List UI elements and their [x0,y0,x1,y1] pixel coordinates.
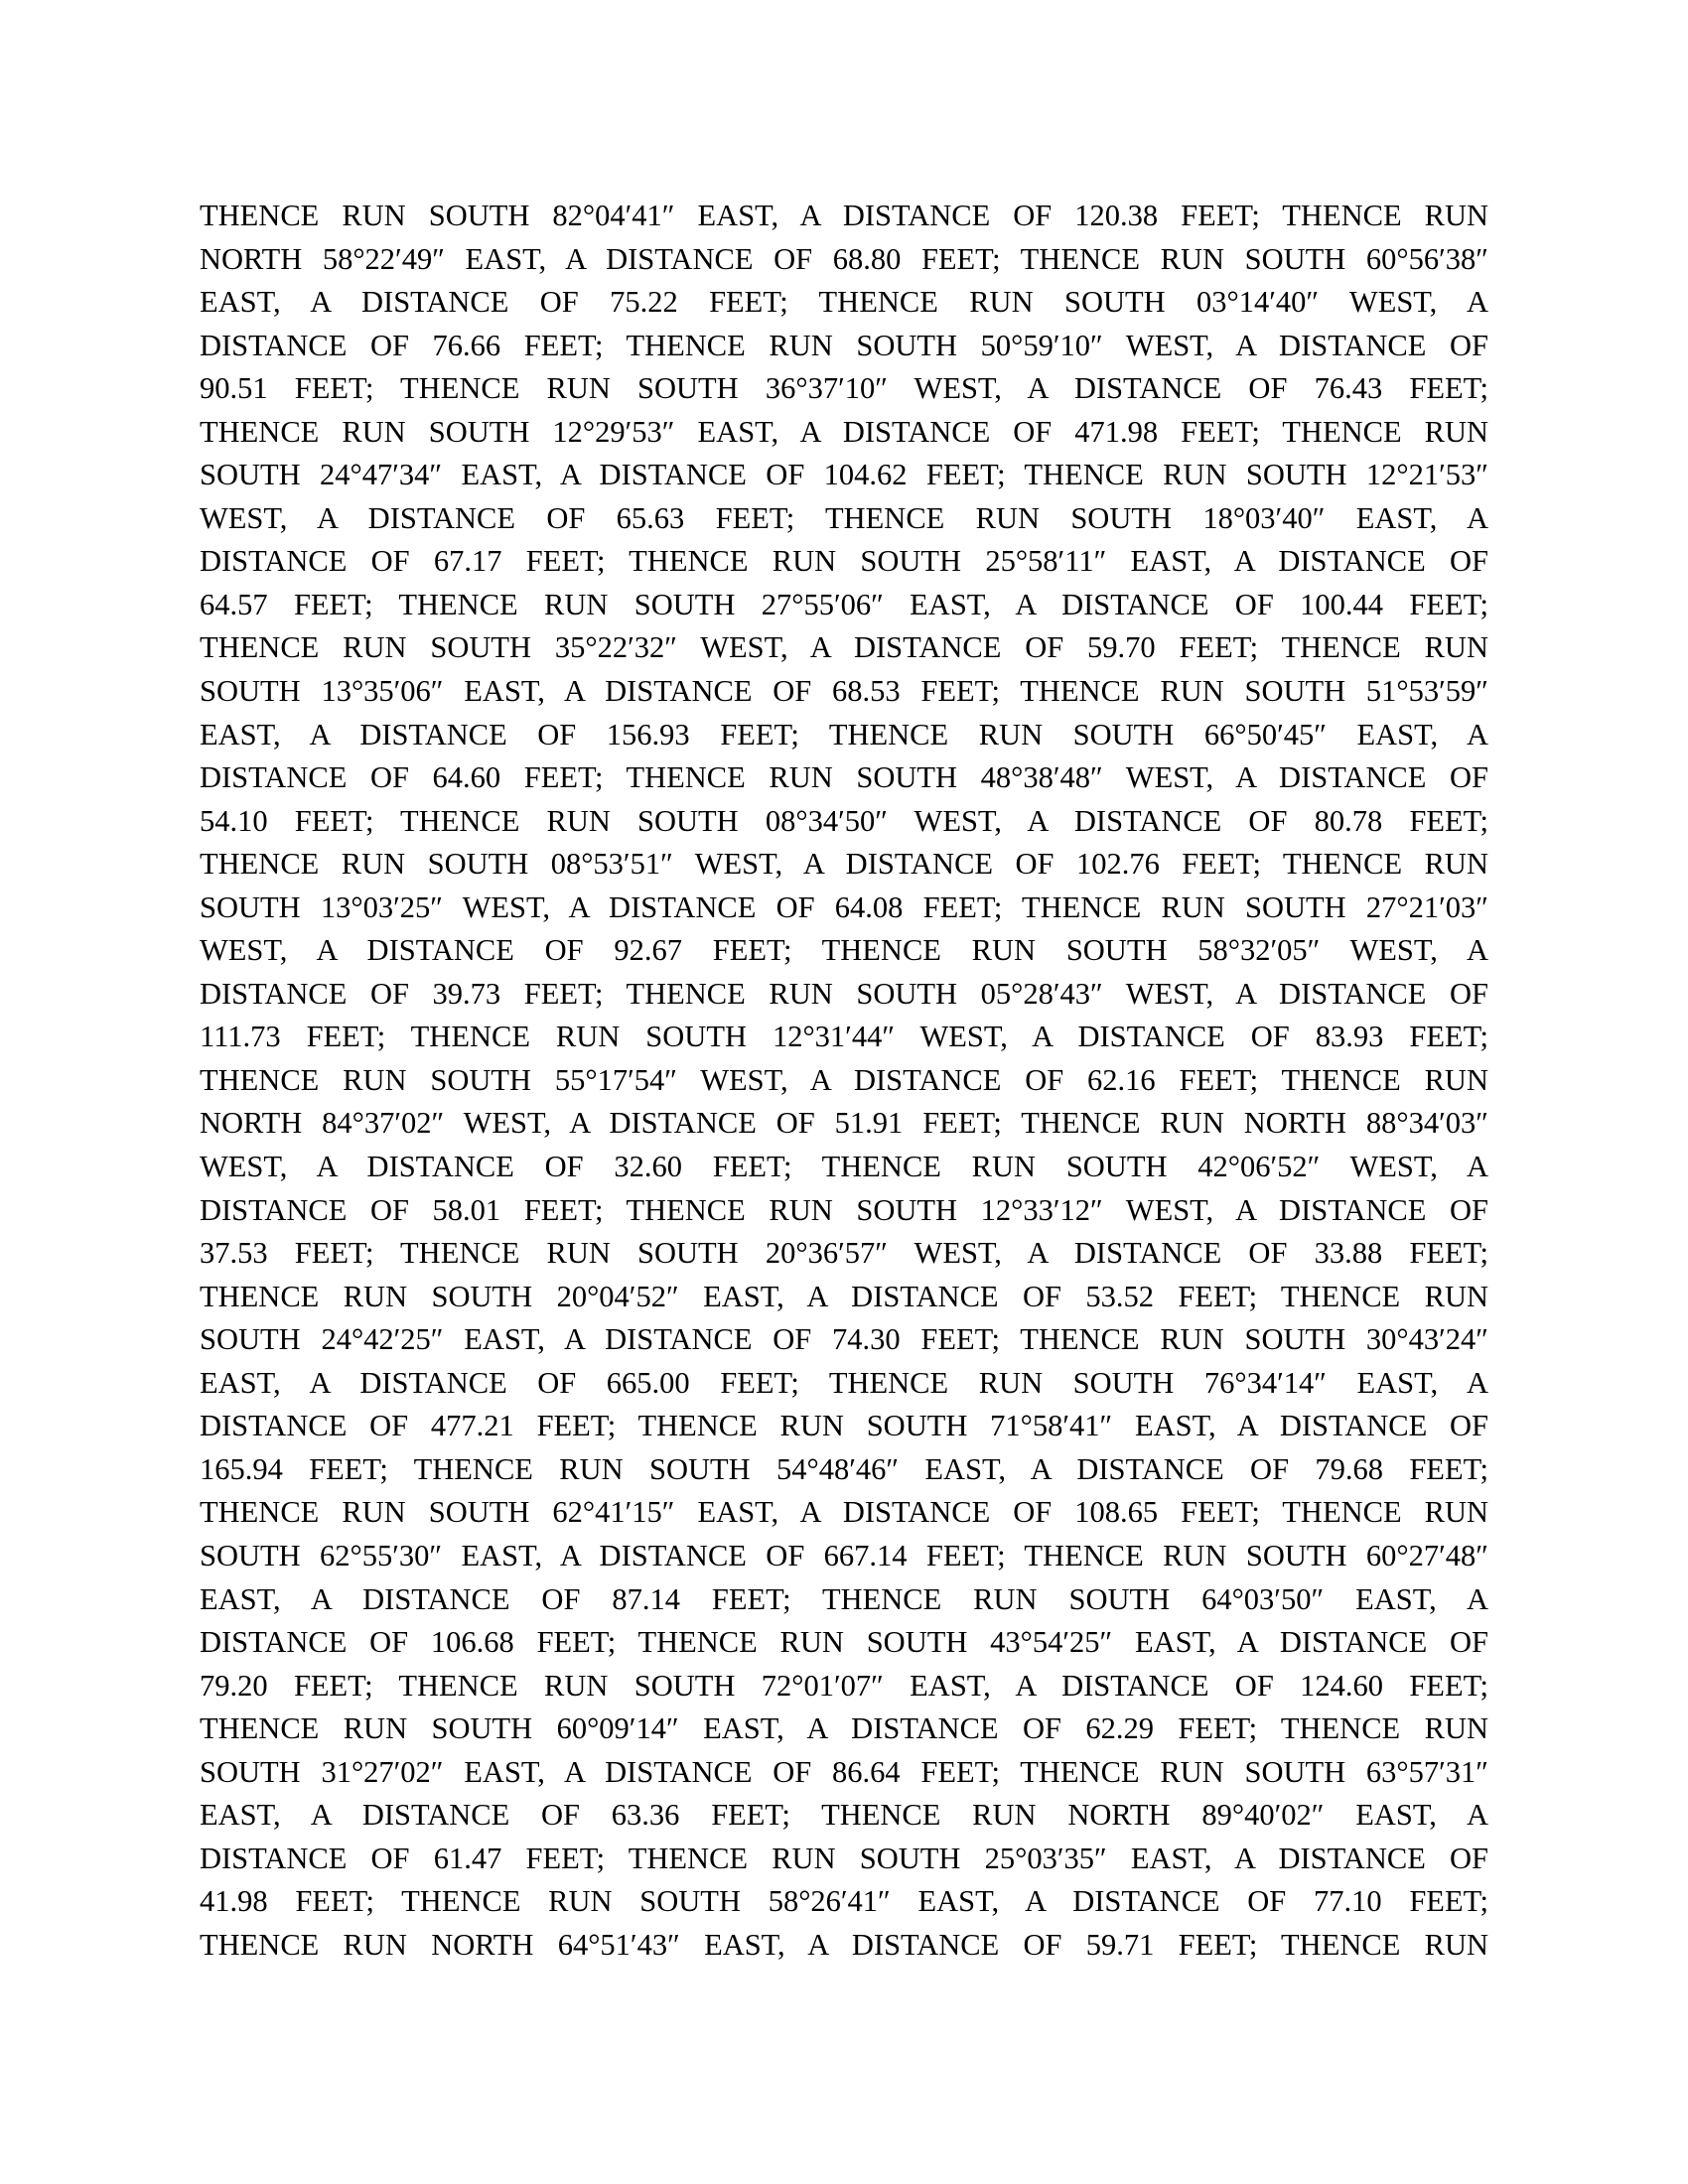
text-line: EAST, A DISTANCE OF 87.14 FEET; THENCE RUN SOUTH 64°03′50″ EAST, A [200,1581,1488,1616]
text-line: 41.98 FEET; THENCE RUN SOUTH 58°26′41″ EAST, A DISTANCE OF 77.10 FEET; [200,1884,1488,1919]
text-line: 165.94 FEET; THENCE RUN SOUTH 54°48′46″ EAST, A DISTANCE OF 79.68 FEET; [200,1451,1488,1486]
text-line: EAST, A DISTANCE OF 156.93 FEET; THENCE RUN SOUTH 66°50′45″ EAST, A [200,717,1488,751]
text-line: 90.51 FEET; THENCE RUN SOUTH 36°37′10″ WEST, A DISTANCE OF 76.43 FEET; [200,371,1488,406]
text-line: EAST, A DISTANCE OF 63.36 FEET; THENCE RUN NORTH 89°40′02″ EAST, A [200,1798,1488,1833]
text-line: THENCE RUN SOUTH 55°17′54″ WEST, A DISTANCE OF 62.16 FEET; THENCE RUN [200,1062,1488,1097]
text-line: DISTANCE OF 76.66 FEET; THENCE RUN SOUTH 50°59′10″ WEST, A DISTANCE OF [200,328,1488,362]
text-line: DISTANCE OF 477.21 FEET; THENCE RUN SOUTH 71°58′41″ EAST, A DISTANCE OF [200,1409,1488,1443]
text-line: DISTANCE OF 58.01 FEET; THENCE RUN SOUTH 12°33′12″ WEST, A DISTANCE OF [200,1192,1488,1227]
text-line: NORTH 84°37′02″ WEST, A DISTANCE OF 51.91 FEET; THENCE RUN NORTH 88°34′03″ [200,1106,1488,1141]
text-line: SOUTH 62°55′30″ EAST, A DISTANCE OF 667.14 FEET; THENCE RUN SOUTH 60°27′48″ [200,1538,1488,1572]
text-line: NORTH 58°22′49″ EAST, A DISTANCE OF 68.80 FEET; THENCE RUN SOUTH 60°56′38″ [200,241,1488,276]
text-line: 54.10 FEET; THENCE RUN SOUTH 08°34′50″ WEST, A DISTANCE OF 80.78 FEET; [200,803,1488,838]
text-line: THENCE RUN SOUTH 20°04′52″ EAST, A DISTANCE OF 53.52 FEET; THENCE RUN [200,1279,1488,1313]
text-line: DISTANCE OF 67.17 FEET; THENCE RUN SOUTH 25°58′11″ EAST, A DISTANCE OF [200,544,1488,579]
text-line: WEST, A DISTANCE OF 92.67 FEET; THENCE RUN SOUTH 58°32′05″ WEST, A [200,933,1488,968]
text-line: THENCE RUN SOUTH 82°04′41″ EAST, A DISTANCE OF 120.38 FEET; THENCE RUN [200,199,1488,232]
text-line: 64.57 FEET; THENCE RUN SOUTH 27°55′06″ EAST, A DISTANCE OF 100.44 FEET; [200,587,1488,621]
text-line: THENCE RUN NORTH 64°51′43″ EAST, A DISTANCE OF 59.71 FEET; THENCE RUN [200,1927,1488,1962]
text-line: 111.73 FEET; THENCE RUN SOUTH 12°31′44″ WEST, A DISTANCE OF 83.93 FEET; [200,1020,1488,1054]
text-line: SOUTH 24°42′25″ EAST, A DISTANCE OF 74.30 FEET; THENCE RUN SOUTH 30°43′24″ [200,1322,1488,1357]
text-line: THENCE RUN SOUTH 08°53′51″ WEST, A DISTANCE OF 102.76 FEET; THENCE RUN [200,847,1488,882]
text-line: SOUTH 13°35′06″ EAST, A DISTANCE OF 68.53 FEET; THENCE RUN SOUTH 51°53′59″ [200,674,1488,709]
text-line: SOUTH 31°27′02″ EAST, A DISTANCE OF 86.64 FEET; THENCE RUN SOUTH 63°57′31″ [200,1754,1488,1789]
text-line: DISTANCE OF 64.60 FEET; THENCE RUN SOUTH 48°38′48″ WEST, A DISTANCE OF [200,760,1488,795]
text-line: EAST, A DISTANCE OF 665.00 FEET; THENCE RUN SOUTH 76°34′14″ EAST, A [200,1365,1488,1400]
text-line: SOUTH 24°47′34″ EAST, A DISTANCE OF 104.62 FEET; THENCE RUN SOUTH 12°21′53″ [200,458,1488,492]
text-line: 37.53 FEET; THENCE RUN SOUTH 20°36′57″ WEST, A DISTANCE OF 33.88 FEET; [200,1236,1488,1271]
text-line: THENCE RUN SOUTH 60°09′14″ EAST, A DISTANCE OF 62.29 FEET; THENCE RUN [200,1711,1488,1746]
legal-description-paragraph [200,195,1488,1967]
text-line: WEST, A DISTANCE OF 65.63 FEET; THENCE RUN SOUTH 18°03′40″ EAST, A [200,500,1488,535]
text-line: 79.20 FEET; THENCE RUN SOUTH 72°01′07″ EAST, A DISTANCE OF 124.60 FEET; [200,1668,1488,1703]
text-line: THENCE RUN SOUTH 62°41′15″ EAST, A DISTANCE OF 108.65 FEET; THENCE RUN [200,1495,1488,1530]
text-line: THENCE RUN SOUTH 12°29′53″ EAST, A DISTANCE OF 471.98 FEET; THENCE RUN [200,414,1488,449]
text-line: DISTANCE OF 106.68 FEET; THENCE RUN SOUTH 43°54′25″ EAST, A DISTANCE OF [200,1625,1488,1660]
text-line: DISTANCE OF 61.47 FEET; THENCE RUN SOUTH 25°03′35″ EAST, A DISTANCE OF [200,1841,1488,1875]
text-line: EAST, A DISTANCE OF 75.22 FEET; THENCE RUN SOUTH 03°14′40″ WEST, A [200,285,1488,320]
text-line: SOUTH 13°03′25″ WEST, A DISTANCE OF 64.08 FEET; THENCE RUN SOUTH 27°21′03″ [200,889,1488,924]
text-line: DISTANCE OF 39.73 FEET; THENCE RUN SOUTH 05°28′43″ WEST, A DISTANCE OF [200,976,1488,1011]
text-line: WEST, A DISTANCE OF 32.60 FEET; THENCE RUN SOUTH 42°06′52″ WEST, A [200,1150,1488,1184]
text-line: THENCE RUN SOUTH 35°22′32″ WEST, A DISTANCE OF 59.70 FEET; THENCE RUN [200,630,1488,665]
